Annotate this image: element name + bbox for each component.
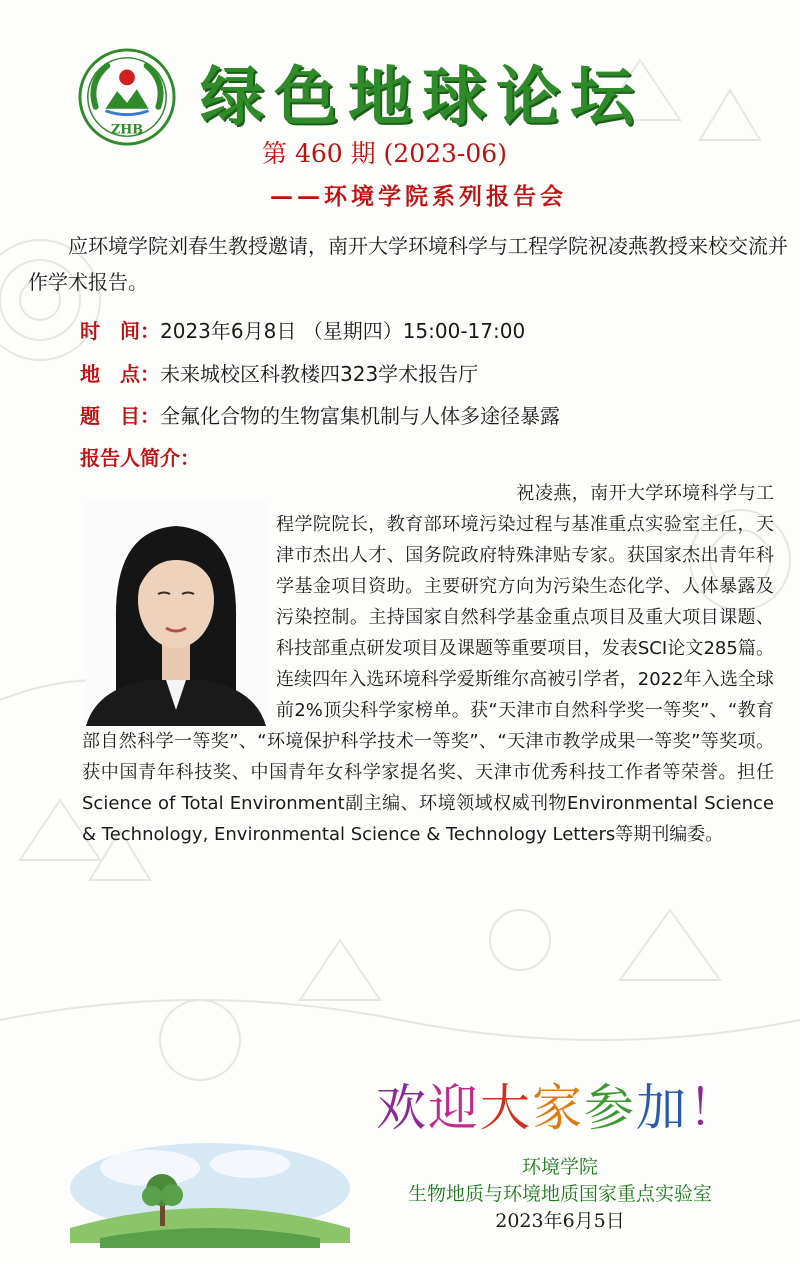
time-value: 2023年6月8日 （星期四）15:00-17:00: [160, 319, 526, 343]
place-value: 未来城校区科教楼四323学术报告厅: [160, 362, 479, 386]
bio-heading: 报告人简介：: [80, 446, 200, 470]
welcome-message: [376, 1068, 740, 1140]
series-subtitle: ——环境学院系列报告会: [270, 183, 567, 210]
logo-text: ZHB: [110, 122, 144, 138]
tree-landscape-illustration: [60, 1128, 360, 1253]
welcome-char-7: ！: [688, 1079, 740, 1137]
place-row: [80, 358, 478, 387]
place-label: 地 点：: [80, 362, 160, 386]
issue-number: 第 460 期 (2023-06): [262, 139, 507, 168]
time-label: 时 间：: [80, 319, 160, 343]
zhb-logo: [78, 48, 176, 146]
footer-lab: 生物地质与环境地质国家重点实验室: [407, 1183, 712, 1205]
welcome-char-3: 大: [480, 1079, 532, 1137]
welcome-char-6: 加: [636, 1079, 688, 1137]
speaker-photo: [86, 500, 266, 726]
welcome-char-5: 参: [584, 1079, 636, 1137]
bio-text: 祝凌燕，南开大学环境科学与工程学院院长，教育部环境污染过程与基准重点实验室主任，天津市杰出人才、国务院政府特殊津贴专家。获国家杰出青年科学基金项目资助。主要研究方向为污染生态化学、人体暴露及污染控制。主持国家自然科学基金重点项目及重大项目课题、科技部重点研发项目及课题等重要项目，发表SCI论文285篇。连续四年入选环境科学爱斯维尔高被引学者，2022年入选全球前2%顶尖科学家榜单。获“天津市自然科学奖一等奖”、“教育部自然科学一等奖”、“环境保护科学技术一等奖”、“天津市教学成果一等奖”等奖项。获中国青年科技奖、中国青年女科学家提名奖、天津市优秀科技工作者等荣誉。担任Science of Total Environment副主编、环境领域权威刊物Environmental Science & Technology, Environmental Science & Technology Letters等期刊编委。: [82, 483, 774, 845]
topic-label: 题 目：: [80, 404, 160, 428]
welcome-char-2: 迎: [428, 1079, 480, 1137]
time-row: [80, 315, 525, 344]
welcome-char-4: 家: [532, 1079, 584, 1137]
invitation-paragraph: 应环境学院刘春生教授邀请，南开大学环境科学与工程学院祝凌燕教授来校交流并作学术报告。: [28, 234, 788, 294]
bio-heading-row: [80, 442, 200, 471]
welcome-char-1: 欢: [376, 1079, 428, 1137]
topic-value: 全氟化合物的生物富集机制与人体多途径暴露: [160, 404, 560, 428]
footer-date: 2023年6月5日: [495, 1210, 625, 1232]
topic-row: [80, 400, 560, 429]
forum-title: 绿色地球论坛: [200, 60, 644, 135]
footer-school: 环境学院: [521, 1156, 598, 1178]
